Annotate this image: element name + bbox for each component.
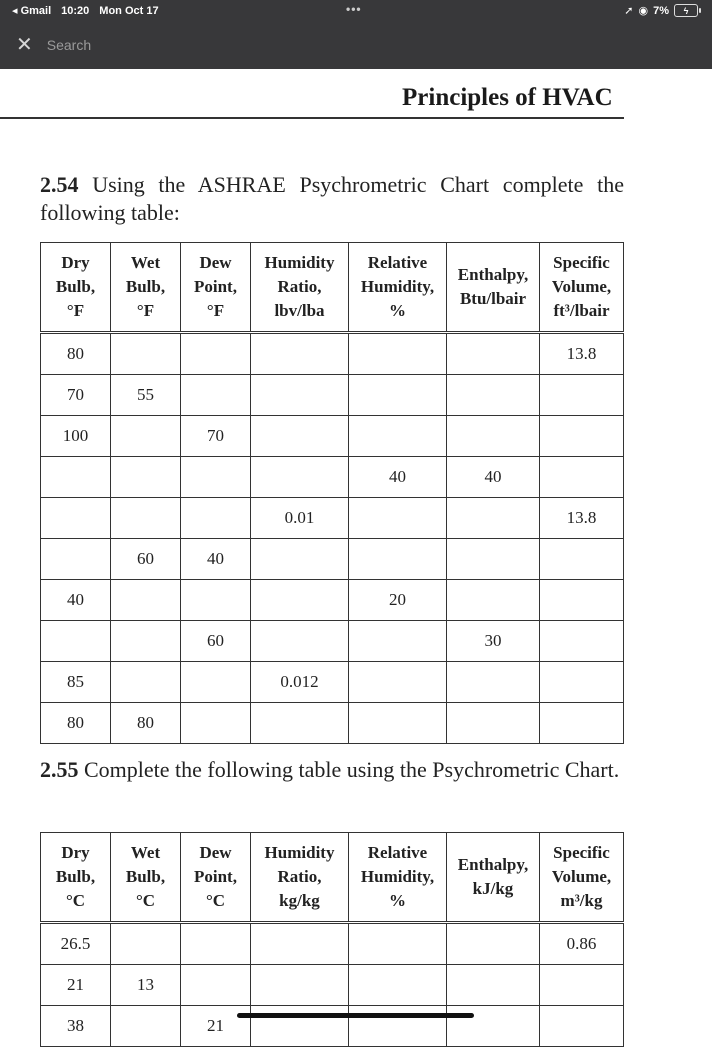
table-cell <box>111 333 181 375</box>
column-header <box>540 243 624 333</box>
table-cell <box>251 580 349 621</box>
column-header <box>111 833 181 923</box>
header-line: Dew <box>199 843 232 862</box>
table-cell <box>111 416 181 457</box>
table-cell <box>181 498 251 539</box>
table-row <box>41 498 624 539</box>
table-row <box>41 621 624 662</box>
table-cell: 70 <box>41 375 111 416</box>
table-cell: 55 <box>111 375 181 416</box>
column-header <box>349 243 447 333</box>
table-header-row <box>41 833 624 923</box>
table-cell: 70 <box>181 416 251 457</box>
header-line: % <box>389 301 406 320</box>
table-cell: 20 <box>349 580 447 621</box>
table-cell: 80 <box>41 703 111 744</box>
table-cell <box>540 621 624 662</box>
table-cell: 100 <box>41 416 111 457</box>
table-cell: 40 <box>41 580 111 621</box>
table-cell <box>251 539 349 580</box>
table-cell: 0.86 <box>540 923 624 965</box>
column-header <box>251 243 349 333</box>
table-row <box>41 662 624 703</box>
header-line: Bulb, <box>55 277 96 296</box>
header-line: Enthalpy, <box>457 855 529 874</box>
table-row <box>41 333 624 375</box>
table-cell <box>111 662 181 703</box>
status-date: Mon Oct 17 <box>99 4 159 17</box>
psychrometric-table-1 <box>40 242 624 744</box>
table-cell <box>540 375 624 416</box>
table-row <box>41 1006 624 1047</box>
table-cell <box>540 965 624 1006</box>
header-line: Btu/lbair <box>459 289 527 308</box>
table-cell: 0.012 <box>251 662 349 703</box>
header-line: Wet <box>130 843 161 862</box>
header-line: Wet <box>130 253 161 272</box>
table-cell <box>251 375 349 416</box>
table-cell <box>251 703 349 744</box>
column-header <box>111 243 181 333</box>
column-header <box>181 243 251 333</box>
column-header <box>251 833 349 923</box>
search-label[interactable]: Search <box>46 37 92 53</box>
table-cell: 60 <box>181 621 251 662</box>
table-cell <box>447 703 540 744</box>
header-line: Volume, <box>551 867 612 886</box>
table-cell <box>447 965 540 1006</box>
table-cell: 21 <box>181 1006 251 1047</box>
header-line: Enthalpy, <box>457 265 529 284</box>
table-cell <box>447 498 540 539</box>
table-cell: 80 <box>41 333 111 375</box>
header-line: Ratio, <box>277 277 322 296</box>
battery-icon: ϟ <box>674 4 698 17</box>
table-cell <box>41 457 111 498</box>
header-line: Bulb, <box>125 277 166 296</box>
table-row <box>41 375 624 416</box>
table-cell <box>41 539 111 580</box>
header-line: Dew <box>199 253 232 272</box>
table-cell <box>181 662 251 703</box>
table-cell <box>111 621 181 662</box>
table-cell <box>111 923 181 965</box>
table-cell <box>540 662 624 703</box>
table-cell <box>349 1006 447 1047</box>
header-line: °F <box>206 301 225 320</box>
table-cell <box>349 333 447 375</box>
table-cell <box>181 965 251 1006</box>
header-line: Bulb, <box>125 867 166 886</box>
table-cell: 13.8 <box>540 498 624 539</box>
header-line: lbv/lba <box>274 301 325 320</box>
battery-percent: 7% <box>653 4 669 17</box>
header-line: Specific <box>553 253 610 272</box>
header-line: Bulb, <box>55 867 96 886</box>
home-indicator[interactable] <box>237 1013 474 1018</box>
table-cell: 60 <box>111 539 181 580</box>
header-line: ft³/lbair <box>553 301 610 320</box>
table-cell <box>447 580 540 621</box>
table-cell: 21 <box>41 965 111 1006</box>
table-cell: 26.5 <box>41 923 111 965</box>
table-row <box>41 703 624 744</box>
table-cell <box>251 457 349 498</box>
table-cell: 40 <box>349 457 447 498</box>
table-cell <box>41 498 111 539</box>
header-line: Specific <box>553 843 610 862</box>
header-line: Humidity, <box>360 277 435 296</box>
table-cell: 85 <box>41 662 111 703</box>
table-cell <box>181 923 251 965</box>
status-bar <box>0 4 712 18</box>
table-row <box>41 923 624 965</box>
table-cell <box>447 1006 540 1047</box>
header-line: kg/kg <box>279 891 320 910</box>
table-cell: 40 <box>447 457 540 498</box>
header-line: Dry <box>61 843 90 862</box>
table-cell: 40 <box>181 539 251 580</box>
header-line: °F <box>136 301 155 320</box>
table-cell <box>349 703 447 744</box>
table-row <box>41 965 624 1006</box>
wifi-icon: ◉ <box>638 5 649 17</box>
table-cell <box>111 580 181 621</box>
table-cell <box>181 457 251 498</box>
table-cell <box>41 621 111 662</box>
problem-2-54 <box>40 171 624 227</box>
header-line: Humidity <box>264 253 335 272</box>
table-cell <box>251 333 349 375</box>
column-header <box>41 833 111 923</box>
problem-number: 2.54 <box>40 172 79 197</box>
header-line: % <box>389 891 406 910</box>
table-cell: 13.8 <box>540 333 624 375</box>
table-cell <box>349 662 447 703</box>
header-line: Volume, <box>551 277 612 296</box>
table-cell <box>540 1006 624 1047</box>
table-cell <box>447 539 540 580</box>
table-cell <box>349 498 447 539</box>
table-cell <box>251 923 349 965</box>
table-cell <box>540 539 624 580</box>
header-line: °C <box>205 891 226 910</box>
table-cell: 38 <box>41 1006 111 1047</box>
column-header <box>349 833 447 923</box>
header-line: kJ/kg <box>472 879 514 898</box>
table-cell: 30 <box>447 621 540 662</box>
search-row <box>16 36 91 54</box>
header-line: Point, <box>194 277 237 296</box>
table-cell <box>251 621 349 662</box>
table-cell <box>349 923 447 965</box>
header-line: Relative <box>367 843 428 862</box>
header-line: Ratio, <box>277 867 322 886</box>
table-cell <box>447 662 540 703</box>
table-cell: 13 <box>111 965 181 1006</box>
table-cell <box>540 457 624 498</box>
table-cell <box>447 923 540 965</box>
table-cell <box>447 416 540 457</box>
table-header-row <box>41 243 624 333</box>
column-header <box>41 243 111 333</box>
table-row <box>41 580 624 621</box>
table-cell <box>540 580 624 621</box>
table-cell <box>181 333 251 375</box>
header-line: Point, <box>194 867 237 886</box>
column-header <box>447 243 540 333</box>
table-cell <box>181 580 251 621</box>
problem-text: Using the ASHRAE Psychrometric Chart complete the following table: <box>40 172 624 225</box>
location-icon: ➚ <box>624 5 634 17</box>
table-cell <box>111 1006 181 1047</box>
column-header <box>181 833 251 923</box>
header-line: °F <box>66 301 85 320</box>
table-cell <box>251 965 349 1006</box>
table-cell <box>181 375 251 416</box>
header-line: Humidity <box>264 843 335 862</box>
status-time: 10:20 <box>61 4 90 17</box>
table-cell: 80 <box>111 703 181 744</box>
table-row <box>41 539 624 580</box>
close-icon[interactable]: ✕ <box>16 34 33 56</box>
table-row <box>41 416 624 457</box>
book-title: Principles of HVAC <box>402 84 613 111</box>
table-row <box>41 457 624 498</box>
back-to-app-link[interactable]: ◂ Gmail <box>12 5 52 17</box>
problem-2-55 <box>40 756 624 784</box>
table-cell <box>447 375 540 416</box>
table-cell: 0.01 <box>251 498 349 539</box>
multitask-dots-icon[interactable]: ••• <box>346 2 362 16</box>
table-cell <box>349 621 447 662</box>
table-cell <box>349 375 447 416</box>
problem-number: 2.55 <box>40 757 79 782</box>
column-header <box>447 833 540 923</box>
table-cell <box>181 703 251 744</box>
top-bar <box>0 0 712 69</box>
table-cell <box>111 498 181 539</box>
table-cell <box>349 416 447 457</box>
header-line: Humidity, <box>360 867 435 886</box>
header-line: Dry <box>61 253 90 272</box>
header-rule <box>0 117 624 119</box>
table-cell <box>251 416 349 457</box>
table-cell <box>349 539 447 580</box>
header-line: m³/kg <box>560 891 603 910</box>
header-line: °C <box>135 891 156 910</box>
column-header <box>540 833 624 923</box>
table-cell <box>540 703 624 744</box>
table-cell <box>349 965 447 1006</box>
table-cell <box>251 1006 349 1047</box>
problem-text: Complete the following table using the Psychrometric Chart. <box>84 757 620 782</box>
table-cell <box>447 333 540 375</box>
header-line: Relative <box>367 253 428 272</box>
table-cell <box>540 416 624 457</box>
table-cell <box>111 457 181 498</box>
header-line: °C <box>65 891 86 910</box>
